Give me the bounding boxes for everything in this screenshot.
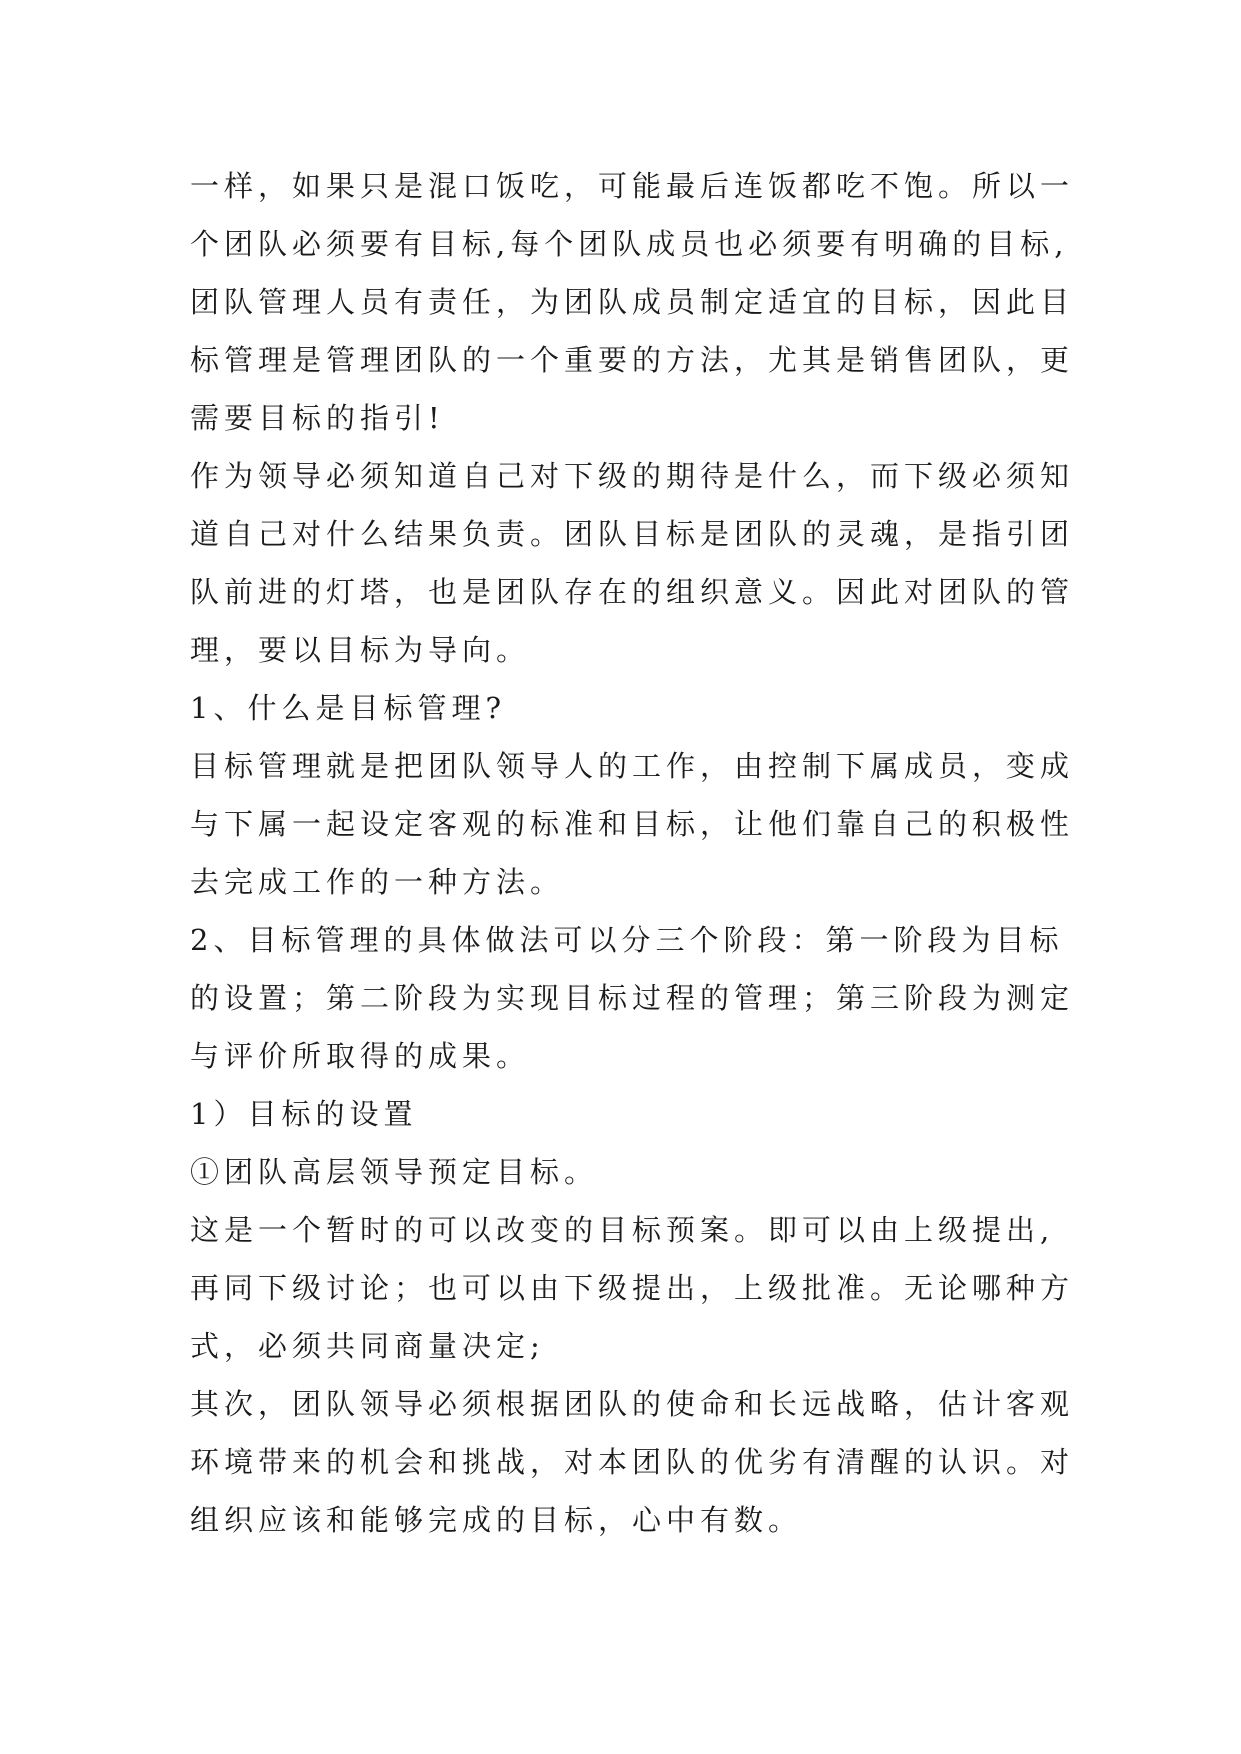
text-line: 个团队必须要有目标,每个团队成员也必须要有明确的目标, [190,227,1069,261]
text-line: 作为领导必须知道自己对下级的期待是什么，而下级必须知 [190,459,1075,493]
text-line: 目标管理就是把团队领导人的工作，由控制下属成员，变成 [190,749,1075,783]
text-line: 与下属一起设定客观的标准和目标，让他们靠自己的积极性 [190,807,1075,841]
text-line: 与评价所取得的成果。 [190,1039,531,1073]
section-heading: 1、什么是目标管理? [190,691,506,725]
section-heading: 2、目标管理的具体做法可以分三个阶段：第一阶段为目标 [190,923,1064,957]
text-line: 需要目标的指引! [190,401,445,435]
text-line: 环境带来的机会和挑战，对本团队的优劣有清醒的认识。对 [190,1445,1075,1479]
text-line: 再同下级讨论；也可以由下级提出，上级批准。无论哪种方 [190,1271,1075,1305]
text-line: 的设置；第二阶段为实现目标过程的管理；第三阶段为测定 [190,981,1075,1015]
text-line: 理，要以目标为导向。 [190,633,531,667]
subsection-heading: 1）目标的设置 [190,1097,418,1131]
text-line: 这是一个暂时的可以改变的目标预案。即可以由上级提出, [190,1213,1055,1247]
text-line: 一样，如果只是混口饭吃，可能最后连饭都吃不饱。所以一 [190,169,1075,203]
list-item: ①团队高层领导预定目标。 [190,1155,599,1189]
document-body [190,157,1090,1549]
text-line: 道自己对什么结果负责。团队目标是团队的灵魂，是指引团 [190,517,1075,551]
text-line: 其次，团队领导必须根据团队的使命和长远战略，估计客观 [190,1387,1075,1421]
text-line: 式，必须共同商量决定; [190,1329,545,1363]
text-line: 去完成工作的一种方法。 [190,865,565,899]
text-line: 组织应该和能够完成的目标，心中有数。 [190,1503,803,1537]
text-line: 标管理是管理团队的一个重要的方法，尤其是销售团队，更 [190,343,1075,377]
text-line: 队前进的灯塔，也是团队存在的组织意义。因此对团队的管 [190,575,1075,609]
text-line: 团队管理人员有责任，为团队成员制定适宜的目标，因此目 [190,285,1075,319]
